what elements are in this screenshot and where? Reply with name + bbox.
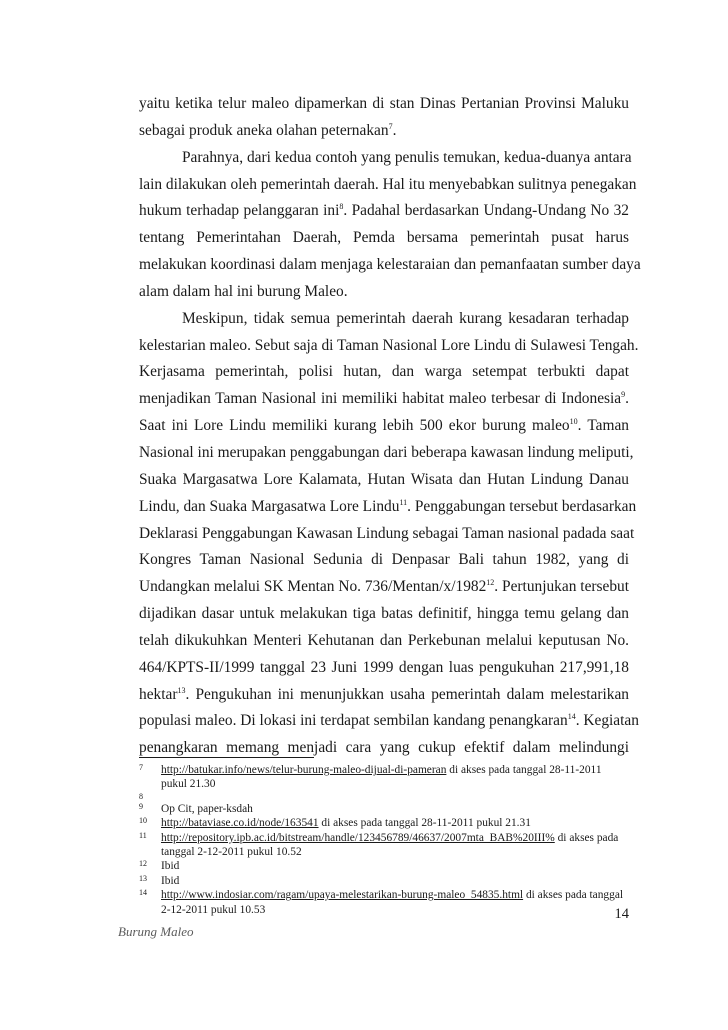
footnote-text: Ibid xyxy=(161,874,180,887)
running-footer: Burung Maleo xyxy=(118,924,194,939)
text-line: melakukan koordinasi dalam menjaga kelestaraian dan pemanfaatan sumber daya xyxy=(139,256,641,274)
text-line: dijadikan dasar untuk melakukan tiga batas definitif, hingga temu gelang dan xyxy=(139,605,629,623)
footnote-ref[interactable]: 8 xyxy=(339,202,344,212)
text-line: Kongres Taman Nasional Sedunia di Denpasar Bali tahun 1982, yang di xyxy=(139,551,629,569)
footnote-text: Op Cit, paper-ksdah xyxy=(161,802,253,815)
footnote-link[interactable]: http://batukar.info/news/telur-burung-maleo-dijual-di-pameran xyxy=(161,764,447,776)
footnote-number: 11 xyxy=(139,830,147,840)
footnote xyxy=(139,859,629,873)
text-line: sebagai produk aneka olahan peternakan$^7$. xyxy=(139,121,397,139)
text-line: populasi maleo. Di lokasi ini terdapat sembilan kandang penangkaran$^{14}$. Kegiatan xyxy=(139,712,639,730)
text-line: Lindu, dan Suaka Margasatwa Lore Lindu$^{11}$. Penggabungan tersebut berdasarkan xyxy=(139,497,637,515)
footnote-ref[interactable]: 10 xyxy=(569,417,578,427)
footnote-text: http://repository.ipb.ac.id/bitstream/handle/123456789/46637/2007mta_BAB%20III% di akses pada tanggal 2-12-2011 pukul 10.52 xyxy=(161,831,619,859)
footnote xyxy=(139,763,629,792)
text-line: yaitu ketika telur maleo dipamerkan di stan Dinas Pertanian Provinsi Maluku xyxy=(139,95,629,112)
footnote-ref[interactable]: 14 xyxy=(567,712,576,722)
body-text xyxy=(139,91,641,762)
footnote-link[interactable]: http://www.indosiar.com/ragam/upaya-melestarikan-burung-maleo_54835.html xyxy=(161,889,524,902)
text-line: 464/KPTS-II/1999 tanggal 23 Juni 1999 dengan luas pengukuhan 217,991,18 xyxy=(139,658,629,676)
text-line: menjadikan Taman Nasional ini memiliki habitat maleo terbesar di Indonesia$^9$. xyxy=(139,390,629,408)
text-line: Suaka Margasatwa Lore Kalamata, Hutan Wisata dan Hutan Lindung Danau xyxy=(139,470,629,488)
text-line: alam dalam hal ini burung Maleo. xyxy=(139,282,348,300)
footnote-number: 10 xyxy=(139,816,147,826)
footnote-number: 13 xyxy=(139,873,147,883)
text-line: kelestarian maleo. Sebut saja di Taman Nasional Lore Lindu di Sulawesi Tengah. xyxy=(139,336,639,354)
footnotes xyxy=(139,763,629,917)
text-line: Undangkan melalui SK Mentan No. 736/Mentan/x/1982$^{12}$. Pertunjukan tersebut xyxy=(139,578,630,596)
text-line: tentang Pemerintahan Daerah, Pemda bersama pemerintah pusat harus xyxy=(139,229,629,247)
footnote-link[interactable]: http://bataviase.co.id/node/163541 xyxy=(161,817,319,830)
text-line: penangkaran memang menjadi cara yang cukup efektif dalam melindungi xyxy=(139,739,629,757)
text-line: Kerjasama pemerintah, polisi hutan, dan warga setempat terbukti dapat xyxy=(139,363,629,381)
footnote xyxy=(139,831,629,860)
footnote-number: 9 xyxy=(139,801,143,811)
text-line: Deklarasi Penggabungan Kawasan Lindung sebagai Taman nasional padada saat xyxy=(139,524,635,542)
footnote-number: 12 xyxy=(139,859,147,869)
footnote xyxy=(139,802,629,816)
footnote-separator xyxy=(139,757,314,758)
footnote-ref[interactable]: 9 xyxy=(621,390,626,400)
text-line: hukum terhadap pelanggaran ini$^8$. Padahal berdasarkan Undang-Undang No 32 xyxy=(139,202,629,220)
page-number: 14 xyxy=(614,906,629,922)
footnote-link[interactable]: http://repository.ipb.ac.id/bitstream/handle/123456789/46637/2007mta_BAB%20III% xyxy=(161,831,555,844)
footnote-number: 7 xyxy=(139,763,143,772)
text-line: telah dikukuhkan Menteri Kehutanan dan Perkebunan melalui keputusan No. xyxy=(139,631,629,649)
footnote-ref[interactable]: 12 xyxy=(486,578,495,588)
footnote-text: http://www.indosiar.com/ragam/upaya-melestarikan-burung-maleo_54835.html di akses pada tanggal 2-12-2011 pukul 10.53 xyxy=(161,889,624,916)
footnote xyxy=(139,888,629,917)
text-line: Nasional ini merupakan penggabungan dari beberapa kawasan lindung meliputi, xyxy=(139,443,634,461)
footnote-text: http://batukar.info/news/telur-burung-maleo-dijual-di-pameran di akses pada tanggal 28-11-2011 pukul 21.30 xyxy=(161,764,602,791)
footnote xyxy=(139,874,629,888)
footnote-number: 8 xyxy=(139,791,143,801)
text-line: Parahnya, dari kedua contoh yang penulis temukan, kedua-duanya antara xyxy=(182,148,632,166)
footnote xyxy=(139,792,629,802)
text-line: lain dilakukan oleh pemerintah daerah. Hal itu menyebabkan sulitnya penegakan xyxy=(139,175,637,193)
footnote-number: 14 xyxy=(139,888,147,898)
footnote-text: http://bataviase.co.id/node/163541 di akses pada tanggal 28-11-2011 pukul 21.31 xyxy=(161,817,531,830)
footnote xyxy=(139,816,629,830)
text-line: Meskipun, tidak semua pemerintah daerah kurang kesadaran terhadap xyxy=(182,309,629,327)
footnote-ref[interactable]: 13 xyxy=(177,685,186,695)
text-line: Saat ini Lore Lindu memiliki kurang lebih 500 ekor burung maleo$^{10}$. Taman xyxy=(139,417,629,435)
footnote-ref[interactable]: 11 xyxy=(399,497,408,507)
footnote-text xyxy=(161,792,629,802)
text-line: hektar$^{13}$. Pengukuhan ini menunjukkan usaha pemerintah dalam melestarikan xyxy=(139,685,629,703)
footnote-text: Ibid xyxy=(161,860,180,873)
footnote-ref[interactable]: 7 xyxy=(388,121,393,131)
